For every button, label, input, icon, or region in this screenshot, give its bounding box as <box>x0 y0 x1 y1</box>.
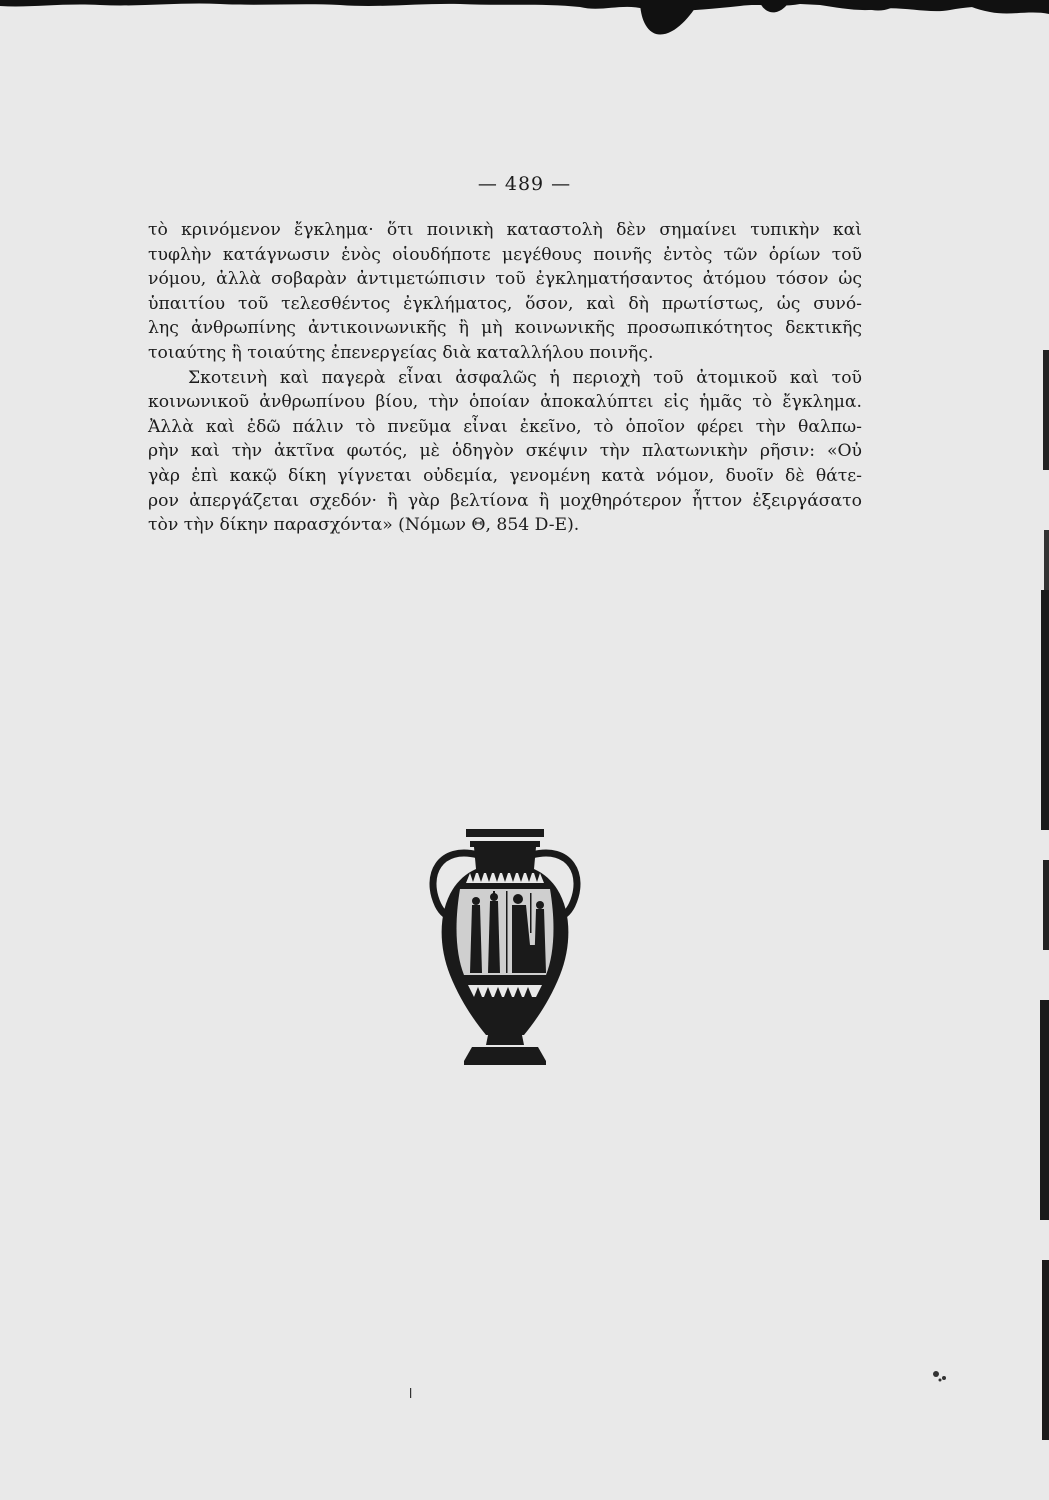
text-line: τοιαύτης ἢ τοιαύτης ἐπενεργείας διὰ καταλλήλου ποινῆς. <box>148 342 654 363</box>
text-line: Σκοτεινὴ καὶ παγερὰ εἶναι ἀσφαλῶς ἡ περιοχὴ τοῦ ἀτομικοῦ καὶ τοῦ <box>188 367 862 388</box>
scan-edge-top <box>0 0 1049 40</box>
scan-edge-right <box>1019 300 1049 1500</box>
text-line: ρον ἀπεργάζεται σχεδόν· ἢ γὰρ βελτίονα ἢ μοχθηρότερον ἧττον ἐξειργάσατο <box>148 490 862 511</box>
text-line: τὸν τὴν δίκην παρασχόντα» (Νόμων Θ, 854 D-E). <box>148 515 580 536</box>
page-number: — 489 — <box>477 173 572 195</box>
body-text <box>148 218 862 538</box>
text-line: Ἀλλὰ καὶ ἐδῶ πάλιν τὸ πνεῦμα εἶναι ἐκεῖνο, τὸ ὁποῖον φέρει τὴν θαλπω- <box>148 416 862 437</box>
text-line: κοινωνικοῦ ἀνθρωπίνου βίου, τὴν ὁποίαν ἀποκαλύπτει εἰς ἡμᾶς τὸ ἔγκλημα. <box>148 392 862 413</box>
text-line: ὑπαιτίου τοῦ τελεσθέντος ἐγκλήματος, ὅσον, καὶ δὴ πρωτίστως, ὡς συνό- <box>148 293 862 314</box>
text-line: νόμου, ἀλλὰ σοβαρὰν ἀντιμετώπισιν τοῦ ἐγκληματήσαντος ἀτόμου τόσον ὡς <box>148 269 862 290</box>
text-line: τὸ κρινόμενον ἔγκλημα· ὅτι ποινικὴ καταστολὴ δὲν σημαίνει τυπικὴν καὶ <box>148 220 862 240</box>
text-line: τυφλὴν κατάγνωσιν ἑνὸς οἱουδήποτε μεγέθους ποινῆς ἐντὸς τῶν ὁρίων τοῦ <box>148 244 862 265</box>
text-line: γὰρ ἐπὶ κακῷ δίκη γίγνεται οὐδεμία, γενομένη κατὰ νόμον, δυοῖν δὲ θάτε- <box>148 465 862 486</box>
paragraph-2 <box>148 366 862 538</box>
amphora-icon <box>420 825 590 1075</box>
text-line: ρὴν καὶ τὴν ἀκτῖνα φωτός, μὲ ὁδηγὸν σκέψιν τὴν πλατωνικὴν ρῆσιν: «Οὐ <box>148 441 862 462</box>
text-line: λης ἀνθρωπίνης ἀντικοινωνικῆς ἢ μὴ κοινωνικῆς προσωπικότητος δεκτικῆς <box>148 318 862 339</box>
paragraph-1 <box>148 218 862 366</box>
